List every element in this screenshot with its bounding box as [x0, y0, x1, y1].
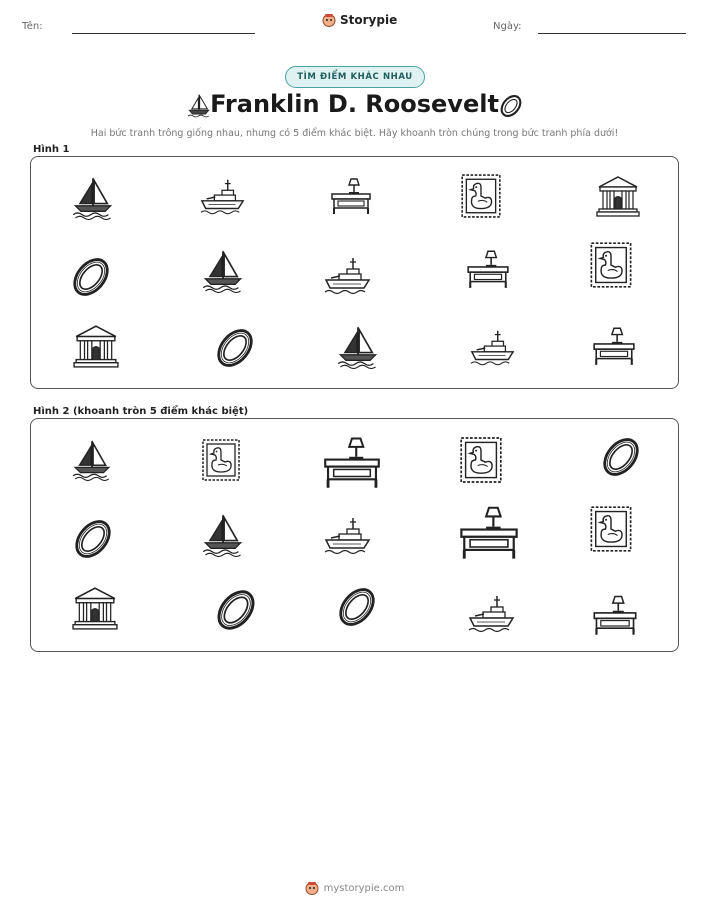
- storypie-mascot-icon: [305, 881, 319, 895]
- ring-icon[interactable]: [213, 587, 259, 633]
- date-label: Ngày:: [493, 21, 522, 32]
- battleship-icon: [199, 175, 245, 219]
- sailboat-icon[interactable]: [201, 511, 245, 557]
- page-title: Franklin D. Roosevelt: [210, 90, 499, 118]
- picture-1-panel: [30, 156, 679, 389]
- battleship-icon[interactable]: [323, 513, 371, 559]
- sailboat-icon[interactable]: [71, 437, 113, 481]
- picture-1-label: Hình 1: [33, 144, 70, 155]
- sailboat-icon: [201, 247, 245, 293]
- desk-icon: [591, 321, 637, 369]
- name-line: [72, 33, 255, 34]
- battleship-icon: [469, 325, 515, 371]
- brand-logo: [322, 13, 397, 27]
- storypie-mascot-icon: [322, 13, 336, 27]
- name-label: Tên:: [22, 21, 43, 32]
- duck-stamp-icon: [459, 173, 503, 219]
- duck-stamp-icon: [589, 241, 633, 289]
- ring-icon[interactable]: [599, 435, 643, 479]
- ring-icon: [69, 255, 113, 299]
- desk-icon: [465, 243, 511, 293]
- duck-stamp-icon[interactable]: [201, 435, 241, 485]
- title-ring-icon: [497, 92, 525, 120]
- desk-icon: [329, 173, 373, 217]
- museum-icon: [596, 173, 640, 219]
- battleship-icon: [323, 253, 371, 299]
- desk-icon[interactable]: [591, 591, 639, 637]
- duck-stamp-icon[interactable]: [459, 435, 503, 485]
- footer-url[interactable]: mystorypie.com: [323, 882, 405, 894]
- footer: [0, 881, 709, 895]
- picture-2-label: Hình 2 (khoanh tròn 5 điểm khác biệt): [33, 406, 249, 417]
- date-line: [538, 33, 686, 34]
- ring-icon[interactable]: [335, 585, 379, 629]
- duck-stamp-icon[interactable]: [589, 505, 633, 553]
- ring-icon: [213, 325, 257, 371]
- museum-icon[interactable]: [71, 585, 119, 631]
- museum-icon: [73, 323, 119, 369]
- picture-2-panel[interactable]: [30, 418, 679, 652]
- sailboat-icon: [71, 175, 115, 219]
- desk-icon[interactable]: [321, 427, 383, 495]
- ring-icon[interactable]: [71, 517, 115, 561]
- sailboat-icon: [336, 323, 380, 369]
- battleship-icon[interactable]: [467, 591, 515, 637]
- brand-name: Storypie: [340, 13, 398, 27]
- instructions: Hai bức tranh trông giống nhau, nhưng có 5 điểm khác biệt. Hãy khoanh tròn chúng trong bức tranh phía dưới!: [90, 128, 619, 139]
- activity-badge: TÌM ĐIỂM KHÁC NHAU: [285, 66, 425, 88]
- desk-icon[interactable]: [457, 497, 521, 565]
